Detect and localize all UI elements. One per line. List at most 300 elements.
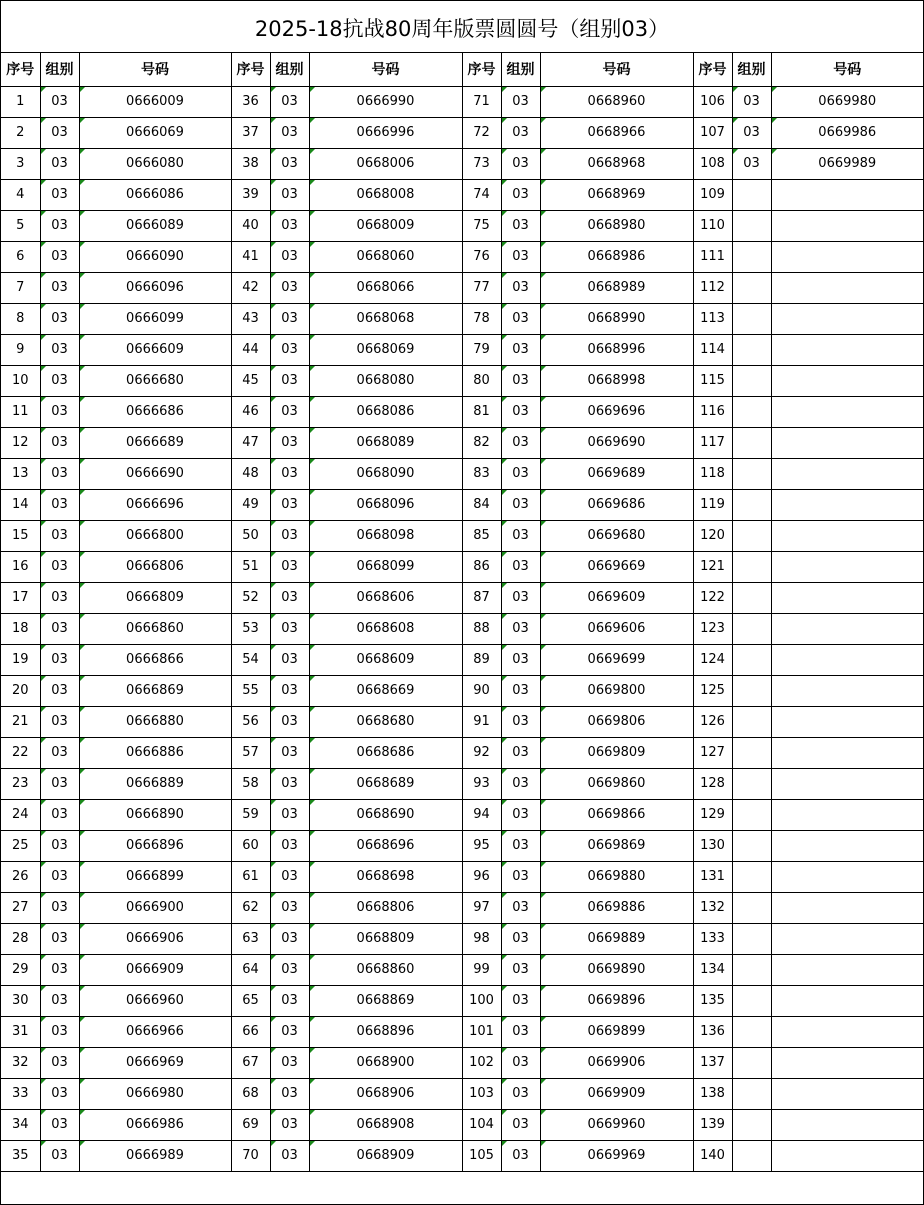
number-cell[interactable]: 0669886	[540, 892, 693, 923]
seq-cell[interactable]: 121	[693, 551, 732, 582]
group-cell[interactable]	[732, 954, 771, 985]
group-cell[interactable]	[732, 768, 771, 799]
number-cell[interactable]	[771, 210, 923, 241]
number-cell[interactable]	[771, 396, 923, 427]
number-cell[interactable]: 0666086	[79, 179, 231, 210]
number-cell[interactable]	[771, 830, 923, 861]
group-cell[interactable]: 03	[501, 1047, 540, 1078]
number-cell[interactable]: 0666860	[79, 613, 231, 644]
number-cell[interactable]: 0668680	[309, 706, 462, 737]
number-cell[interactable]	[771, 303, 923, 334]
seq-cell[interactable]: 105	[462, 1140, 501, 1171]
seq-cell[interactable]: 119	[693, 489, 732, 520]
seq-cell[interactable]: 90	[462, 675, 501, 706]
seq-cell[interactable]: 19	[1, 644, 40, 675]
seq-cell[interactable]: 45	[231, 365, 270, 396]
seq-cell[interactable]: 56	[231, 706, 270, 737]
group-cell[interactable]: 03	[270, 799, 309, 830]
group-cell[interactable]: 03	[270, 923, 309, 954]
number-cell[interactable]: 0668099	[309, 551, 462, 582]
seq-cell[interactable]: 93	[462, 768, 501, 799]
seq-cell[interactable]: 38	[231, 148, 270, 179]
group-cell[interactable]	[732, 1140, 771, 1171]
seq-cell[interactable]: 78	[462, 303, 501, 334]
group-cell[interactable]: 03	[501, 241, 540, 272]
group-cell[interactable]	[732, 675, 771, 706]
number-cell[interactable]	[771, 489, 923, 520]
seq-cell[interactable]: 3	[1, 148, 40, 179]
group-cell[interactable]	[732, 272, 771, 303]
group-cell[interactable]: 03	[501, 365, 540, 396]
seq-cell[interactable]: 69	[231, 1109, 270, 1140]
number-cell[interactable]: 0668908	[309, 1109, 462, 1140]
number-cell[interactable]: 0669680	[540, 520, 693, 551]
seq-cell[interactable]: 98	[462, 923, 501, 954]
group-cell[interactable]: 03	[501, 117, 540, 148]
seq-cell[interactable]: 25	[1, 830, 40, 861]
seq-cell[interactable]: 113	[693, 303, 732, 334]
seq-cell[interactable]: 124	[693, 644, 732, 675]
group-cell[interactable]: 03	[40, 768, 79, 799]
number-cell[interactable]: 0669896	[540, 985, 693, 1016]
seq-cell[interactable]: 17	[1, 582, 40, 613]
seq-cell[interactable]: 100	[462, 985, 501, 1016]
number-cell[interactable]: 0668069	[309, 334, 462, 365]
number-cell[interactable]	[771, 954, 923, 985]
group-cell[interactable]: 03	[270, 520, 309, 551]
group-cell[interactable]: 03	[40, 179, 79, 210]
number-cell[interactable]: 0669696	[540, 396, 693, 427]
seq-cell[interactable]: 123	[693, 613, 732, 644]
number-cell[interactable]: 0669909	[540, 1078, 693, 1109]
seq-cell[interactable]: 88	[462, 613, 501, 644]
number-cell[interactable]: 0666886	[79, 737, 231, 768]
number-cell[interactable]: 0668690	[309, 799, 462, 830]
number-cell[interactable]: 0668609	[309, 644, 462, 675]
seq-cell[interactable]: 138	[693, 1078, 732, 1109]
seq-cell[interactable]: 15	[1, 520, 40, 551]
group-cell[interactable]: 03	[270, 396, 309, 427]
group-cell[interactable]: 03	[270, 582, 309, 613]
seq-cell[interactable]: 63	[231, 923, 270, 954]
seq-cell[interactable]: 6	[1, 241, 40, 272]
number-cell[interactable]: 0668009	[309, 210, 462, 241]
seq-cell[interactable]: 43	[231, 303, 270, 334]
seq-cell[interactable]: 89	[462, 644, 501, 675]
group-cell[interactable]	[732, 458, 771, 489]
number-cell[interactable]	[771, 1047, 923, 1078]
number-cell[interactable]: 0666680	[79, 365, 231, 396]
seq-cell[interactable]: 132	[693, 892, 732, 923]
seq-cell[interactable]: 57	[231, 737, 270, 768]
number-cell[interactable]: 0668986	[540, 241, 693, 272]
group-cell[interactable]	[732, 241, 771, 272]
seq-cell[interactable]: 20	[1, 675, 40, 706]
group-cell[interactable]: 03	[501, 303, 540, 334]
number-cell[interactable]: 0666869	[79, 675, 231, 706]
number-cell[interactable]: 0668686	[309, 737, 462, 768]
number-cell[interactable]	[771, 582, 923, 613]
number-cell[interactable]: 0666686	[79, 396, 231, 427]
number-cell[interactable]: 0668966	[540, 117, 693, 148]
seq-cell[interactable]: 51	[231, 551, 270, 582]
number-cell[interactable]	[771, 644, 923, 675]
group-cell[interactable]: 03	[40, 892, 79, 923]
group-cell[interactable]: 03	[40, 799, 79, 830]
number-cell[interactable]: 0669880	[540, 861, 693, 892]
seq-cell[interactable]: 84	[462, 489, 501, 520]
seq-cell[interactable]: 111	[693, 241, 732, 272]
group-cell[interactable]: 03	[501, 954, 540, 985]
group-cell[interactable]	[732, 303, 771, 334]
seq-cell[interactable]: 135	[693, 985, 732, 1016]
seq-cell[interactable]: 125	[693, 675, 732, 706]
seq-cell[interactable]: 24	[1, 799, 40, 830]
group-cell[interactable]: 03	[40, 117, 79, 148]
seq-cell[interactable]: 12	[1, 427, 40, 458]
group-cell[interactable]: 03	[270, 1016, 309, 1047]
number-cell[interactable]	[771, 458, 923, 489]
number-cell[interactable]	[771, 799, 923, 830]
number-cell[interactable]	[771, 272, 923, 303]
seq-cell[interactable]: 40	[231, 210, 270, 241]
seq-cell[interactable]: 72	[462, 117, 501, 148]
number-cell[interactable]: 0668090	[309, 458, 462, 489]
number-cell[interactable]: 0669986	[771, 117, 923, 148]
group-cell[interactable]: 03	[40, 86, 79, 117]
seq-cell[interactable]: 96	[462, 861, 501, 892]
number-cell[interactable]: 0666089	[79, 210, 231, 241]
seq-cell[interactable]: 95	[462, 830, 501, 861]
group-cell[interactable]: 03	[270, 1047, 309, 1078]
group-cell[interactable]	[732, 1016, 771, 1047]
group-cell[interactable]: 03	[270, 86, 309, 117]
group-cell[interactable]: 03	[270, 861, 309, 892]
group-cell[interactable]: 03	[501, 613, 540, 644]
number-cell[interactable]: 0666900	[79, 892, 231, 923]
seq-cell[interactable]: 62	[231, 892, 270, 923]
group-cell[interactable]: 03	[40, 1047, 79, 1078]
seq-cell[interactable]: 26	[1, 861, 40, 892]
seq-cell[interactable]: 54	[231, 644, 270, 675]
seq-cell[interactable]: 34	[1, 1109, 40, 1140]
number-cell[interactable]: 0666890	[79, 799, 231, 830]
group-cell[interactable]: 03	[270, 365, 309, 396]
group-cell[interactable]	[732, 1109, 771, 1140]
group-cell[interactable]: 03	[270, 892, 309, 923]
group-cell[interactable]: 03	[270, 489, 309, 520]
group-cell[interactable]: 03	[501, 799, 540, 830]
seq-cell[interactable]: 91	[462, 706, 501, 737]
seq-cell[interactable]: 27	[1, 892, 40, 923]
seq-cell[interactable]: 97	[462, 892, 501, 923]
number-cell[interactable]: 0668960	[540, 86, 693, 117]
group-cell[interactable]: 03	[501, 86, 540, 117]
seq-cell[interactable]: 122	[693, 582, 732, 613]
group-cell[interactable]: 03	[40, 210, 79, 241]
number-cell[interactable]: 0669669	[540, 551, 693, 582]
group-cell[interactable]	[732, 551, 771, 582]
group-cell[interactable]: 03	[40, 427, 79, 458]
group-cell[interactable]: 03	[501, 675, 540, 706]
group-cell[interactable]	[732, 365, 771, 396]
group-cell[interactable]: 03	[270, 1109, 309, 1140]
number-cell[interactable]: 0668900	[309, 1047, 462, 1078]
group-cell[interactable]: 03	[40, 1109, 79, 1140]
number-cell[interactable]	[771, 365, 923, 396]
group-cell[interactable]	[732, 427, 771, 458]
group-cell[interactable]: 03	[40, 303, 79, 334]
seq-cell[interactable]: 61	[231, 861, 270, 892]
number-cell[interactable]: 0668806	[309, 892, 462, 923]
seq-cell[interactable]: 117	[693, 427, 732, 458]
seq-cell[interactable]: 13	[1, 458, 40, 489]
group-cell[interactable]: 03	[270, 985, 309, 1016]
group-cell[interactable]: 03	[501, 830, 540, 861]
seq-cell[interactable]: 139	[693, 1109, 732, 1140]
seq-cell[interactable]: 128	[693, 768, 732, 799]
group-cell[interactable]: 03	[40, 241, 79, 272]
group-cell[interactable]: 03	[501, 148, 540, 179]
seq-cell[interactable]: 137	[693, 1047, 732, 1078]
number-cell[interactable]: 0668809	[309, 923, 462, 954]
number-cell[interactable]: 0669890	[540, 954, 693, 985]
seq-cell[interactable]: 4	[1, 179, 40, 210]
group-cell[interactable]: 03	[40, 582, 79, 613]
number-cell[interactable]	[771, 706, 923, 737]
group-cell[interactable]: 03	[501, 1109, 540, 1140]
number-cell[interactable]: 0669960	[540, 1109, 693, 1140]
group-cell[interactable]: 03	[40, 396, 79, 427]
group-cell[interactable]: 03	[40, 644, 79, 675]
number-cell[interactable]: 0668969	[540, 179, 693, 210]
seq-cell[interactable]: 14	[1, 489, 40, 520]
number-cell[interactable]: 0666996	[309, 117, 462, 148]
group-cell[interactable]: 03	[40, 613, 79, 644]
group-cell[interactable]	[732, 861, 771, 892]
number-cell[interactable]: 0668869	[309, 985, 462, 1016]
seq-cell[interactable]: 71	[462, 86, 501, 117]
number-cell[interactable]: 0668689	[309, 768, 462, 799]
group-cell[interactable]: 03	[40, 1016, 79, 1047]
group-cell[interactable]: 03	[501, 427, 540, 458]
seq-cell[interactable]: 31	[1, 1016, 40, 1047]
seq-cell[interactable]: 102	[462, 1047, 501, 1078]
seq-cell[interactable]: 92	[462, 737, 501, 768]
group-cell[interactable]	[732, 489, 771, 520]
number-cell[interactable]	[771, 427, 923, 458]
seq-cell[interactable]: 37	[231, 117, 270, 148]
seq-cell[interactable]: 9	[1, 334, 40, 365]
group-cell[interactable]: 03	[40, 861, 79, 892]
group-cell[interactable]: 03	[40, 458, 79, 489]
number-cell[interactable]: 0668696	[309, 830, 462, 861]
seq-cell[interactable]: 28	[1, 923, 40, 954]
group-cell[interactable]: 03	[40, 272, 79, 303]
seq-cell[interactable]: 53	[231, 613, 270, 644]
group-cell[interactable]	[732, 613, 771, 644]
number-cell[interactable]: 0669809	[540, 737, 693, 768]
group-cell[interactable]: 03	[40, 551, 79, 582]
seq-cell[interactable]: 130	[693, 830, 732, 861]
number-cell[interactable]: 0666889	[79, 768, 231, 799]
group-cell[interactable]: 03	[501, 706, 540, 737]
number-cell[interactable]: 0669699	[540, 644, 693, 675]
seq-cell[interactable]: 68	[231, 1078, 270, 1109]
seq-cell[interactable]: 109	[693, 179, 732, 210]
number-cell[interactable]: 0666896	[79, 830, 231, 861]
group-cell[interactable]: 03	[270, 613, 309, 644]
seq-cell[interactable]: 81	[462, 396, 501, 427]
seq-cell[interactable]: 44	[231, 334, 270, 365]
number-cell[interactable]: 0669860	[540, 768, 693, 799]
number-cell[interactable]: 0666866	[79, 644, 231, 675]
seq-cell[interactable]: 129	[693, 799, 732, 830]
seq-cell[interactable]: 49	[231, 489, 270, 520]
seq-cell[interactable]: 65	[231, 985, 270, 1016]
seq-cell[interactable]: 112	[693, 272, 732, 303]
group-cell[interactable]: 03	[40, 520, 79, 551]
group-cell[interactable]: 03	[270, 458, 309, 489]
group-cell[interactable]: 03	[270, 179, 309, 210]
number-cell[interactable]	[771, 613, 923, 644]
seq-cell[interactable]: 29	[1, 954, 40, 985]
number-cell[interactable]: 0668990	[540, 303, 693, 334]
number-cell[interactable]: 0669690	[540, 427, 693, 458]
seq-cell[interactable]: 41	[231, 241, 270, 272]
number-cell[interactable]: 0668860	[309, 954, 462, 985]
number-cell[interactable]: 0668098	[309, 520, 462, 551]
group-cell[interactable]: 03	[40, 1140, 79, 1171]
number-cell[interactable]	[771, 179, 923, 210]
seq-cell[interactable]: 32	[1, 1047, 40, 1078]
seq-cell[interactable]: 50	[231, 520, 270, 551]
seq-cell[interactable]: 21	[1, 706, 40, 737]
number-cell[interactable]: 0666690	[79, 458, 231, 489]
seq-cell[interactable]: 116	[693, 396, 732, 427]
number-cell[interactable]: 0666099	[79, 303, 231, 334]
group-cell[interactable]: 03	[270, 303, 309, 334]
group-cell[interactable]	[732, 706, 771, 737]
group-cell[interactable]: 03	[501, 1140, 540, 1171]
group-cell[interactable]: 03	[270, 241, 309, 272]
number-cell[interactable]: 0668086	[309, 396, 462, 427]
number-cell[interactable]: 0669989	[771, 148, 923, 179]
group-cell[interactable]: 03	[270, 954, 309, 985]
group-cell[interactable]: 03	[270, 768, 309, 799]
seq-cell[interactable]: 82	[462, 427, 501, 458]
seq-cell[interactable]: 66	[231, 1016, 270, 1047]
number-cell[interactable]: 0668998	[540, 365, 693, 396]
group-cell[interactable]: 03	[270, 551, 309, 582]
number-cell[interactable]	[771, 1078, 923, 1109]
group-cell[interactable]: 03	[501, 768, 540, 799]
seq-cell[interactable]: 46	[231, 396, 270, 427]
number-cell[interactable]: 0669906	[540, 1047, 693, 1078]
seq-cell[interactable]: 103	[462, 1078, 501, 1109]
group-cell[interactable]: 03	[270, 210, 309, 241]
number-cell[interactable]: 0668968	[540, 148, 693, 179]
group-cell[interactable]: 03	[40, 954, 79, 985]
group-cell[interactable]: 03	[501, 458, 540, 489]
seq-cell[interactable]: 39	[231, 179, 270, 210]
number-cell[interactable]: 0668096	[309, 489, 462, 520]
group-cell[interactable]: 03	[270, 117, 309, 148]
group-cell[interactable]: 03	[501, 582, 540, 613]
number-cell[interactable]: 0668896	[309, 1016, 462, 1047]
seq-cell[interactable]: 36	[231, 86, 270, 117]
number-cell[interactable]: 0669980	[771, 86, 923, 117]
group-cell[interactable]: 03	[501, 1078, 540, 1109]
seq-cell[interactable]: 70	[231, 1140, 270, 1171]
group-cell[interactable]: 03	[732, 86, 771, 117]
group-cell[interactable]: 03	[501, 179, 540, 210]
seq-cell[interactable]: 108	[693, 148, 732, 179]
number-cell[interactable]: 0669889	[540, 923, 693, 954]
group-cell[interactable]	[732, 923, 771, 954]
group-cell[interactable]: 03	[501, 210, 540, 241]
number-cell[interactable]	[771, 520, 923, 551]
group-cell[interactable]: 03	[501, 396, 540, 427]
number-cell[interactable]: 0666090	[79, 241, 231, 272]
number-cell[interactable]: 0668608	[309, 613, 462, 644]
seq-cell[interactable]: 110	[693, 210, 732, 241]
group-cell[interactable]: 03	[270, 737, 309, 768]
group-cell[interactable]: 03	[270, 1078, 309, 1109]
seq-cell[interactable]: 83	[462, 458, 501, 489]
group-cell[interactable]: 03	[270, 1140, 309, 1171]
group-cell[interactable]: 03	[270, 148, 309, 179]
number-cell[interactable]: 0666960	[79, 985, 231, 1016]
number-cell[interactable]: 0668980	[540, 210, 693, 241]
group-cell[interactable]: 03	[501, 737, 540, 768]
seq-cell[interactable]: 80	[462, 365, 501, 396]
group-cell[interactable]	[732, 179, 771, 210]
seq-cell[interactable]: 118	[693, 458, 732, 489]
number-cell[interactable]: 0666800	[79, 520, 231, 551]
seq-cell[interactable]: 73	[462, 148, 501, 179]
group-cell[interactable]	[732, 830, 771, 861]
group-cell[interactable]	[732, 520, 771, 551]
group-cell[interactable]: 03	[40, 737, 79, 768]
seq-cell[interactable]: 127	[693, 737, 732, 768]
group-cell[interactable]	[732, 1047, 771, 1078]
number-cell[interactable]: 0666906	[79, 923, 231, 954]
group-cell[interactable]: 03	[501, 1016, 540, 1047]
group-cell[interactable]: 03	[501, 985, 540, 1016]
group-cell[interactable]	[732, 1078, 771, 1109]
number-cell[interactable]: 0668008	[309, 179, 462, 210]
seq-cell[interactable]: 60	[231, 830, 270, 861]
number-cell[interactable]: 0669609	[540, 582, 693, 613]
group-cell[interactable]: 03	[270, 644, 309, 675]
number-cell[interactable]: 0666980	[79, 1078, 231, 1109]
number-cell[interactable]: 0666806	[79, 551, 231, 582]
number-cell[interactable]	[771, 923, 923, 954]
number-cell[interactable]: 0666096	[79, 272, 231, 303]
number-cell[interactable]: 0668066	[309, 272, 462, 303]
seq-cell[interactable]: 106	[693, 86, 732, 117]
number-cell[interactable]: 0668996	[540, 334, 693, 365]
group-cell[interactable]	[732, 985, 771, 1016]
seq-cell[interactable]: 86	[462, 551, 501, 582]
group-cell[interactable]	[732, 396, 771, 427]
number-cell[interactable]: 0666009	[79, 86, 231, 117]
number-cell[interactable]: 0669686	[540, 489, 693, 520]
group-cell[interactable]: 03	[501, 489, 540, 520]
group-cell[interactable]: 03	[501, 551, 540, 582]
seq-cell[interactable]: 7	[1, 272, 40, 303]
